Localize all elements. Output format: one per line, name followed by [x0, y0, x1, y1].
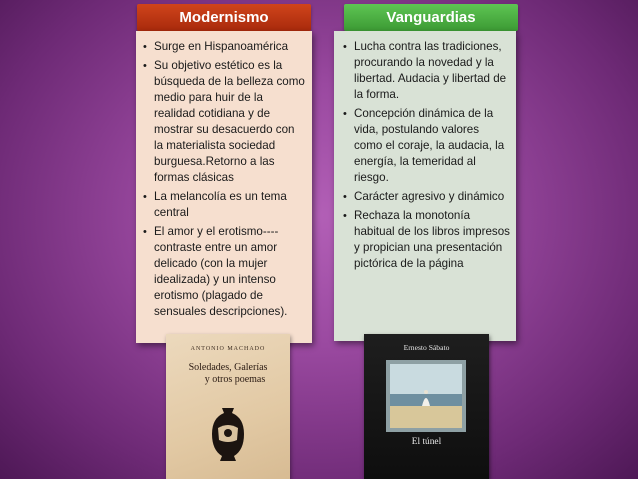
book-title	[166, 362, 290, 386]
book-cover-soledades	[166, 334, 290, 479]
modernismo-item: • Su objetivo estético es la búsqueda de la belleza como medio para huir de la realidad cotidiana y de mostrar su desacuerdo con la materialista sociedad burguesa.Retorno a las formas clásicas	[154, 58, 306, 186]
vanguardias-list	[334, 31, 516, 272]
modernismo-list	[136, 31, 312, 320]
modernismo-item: • Surge en Hispanoamérica	[154, 39, 306, 55]
vanguardias-item: • Concepción dinámica de la vida, postulando valores como el coraje, la audacia, la energía, la temeridad al riesgo.	[354, 106, 510, 186]
vanguardias-item: • Rechaza la monotonía habitual de los libros impresos y propician una presentación pictórica de la página	[354, 208, 510, 272]
book-cover-el-tunel	[364, 334, 489, 479]
modernismo-title: Modernismo	[179, 9, 269, 26]
book-title: El túnel	[411, 437, 442, 447]
vanguardias-header	[344, 4, 518, 31]
beach-painting-illustration	[386, 360, 466, 432]
book-title-line: y otros poemas	[204, 374, 266, 385]
modernismo-panel	[136, 31, 312, 343]
modernismo-item: • El amor y el erotismo---- contraste entre un amor delicado (con la mujer idealizada) y un intenso erotismo (plagado de sensuales descripciones).	[154, 224, 306, 320]
greek-urn-illustration	[204, 404, 252, 464]
vanguardias-panel	[334, 31, 516, 341]
vanguardias-item: • Carácter agresivo y dinámico	[354, 189, 510, 205]
vanguardias-title: Vanguardias	[386, 9, 476, 26]
book-title-line: Soledades, Galerías	[188, 362, 268, 373]
book-author: Ernesto Sábato	[403, 343, 450, 352]
modernismo-item: • La melancolía es un tema central	[154, 189, 306, 221]
book-author: ANTONIO MACHADO	[190, 346, 266, 352]
vanguardias-item: • Lucha contra las tradiciones, procurando la novedad y la libertad. Audacia y libertad de la forma.	[354, 39, 510, 103]
modernismo-header	[137, 4, 311, 31]
